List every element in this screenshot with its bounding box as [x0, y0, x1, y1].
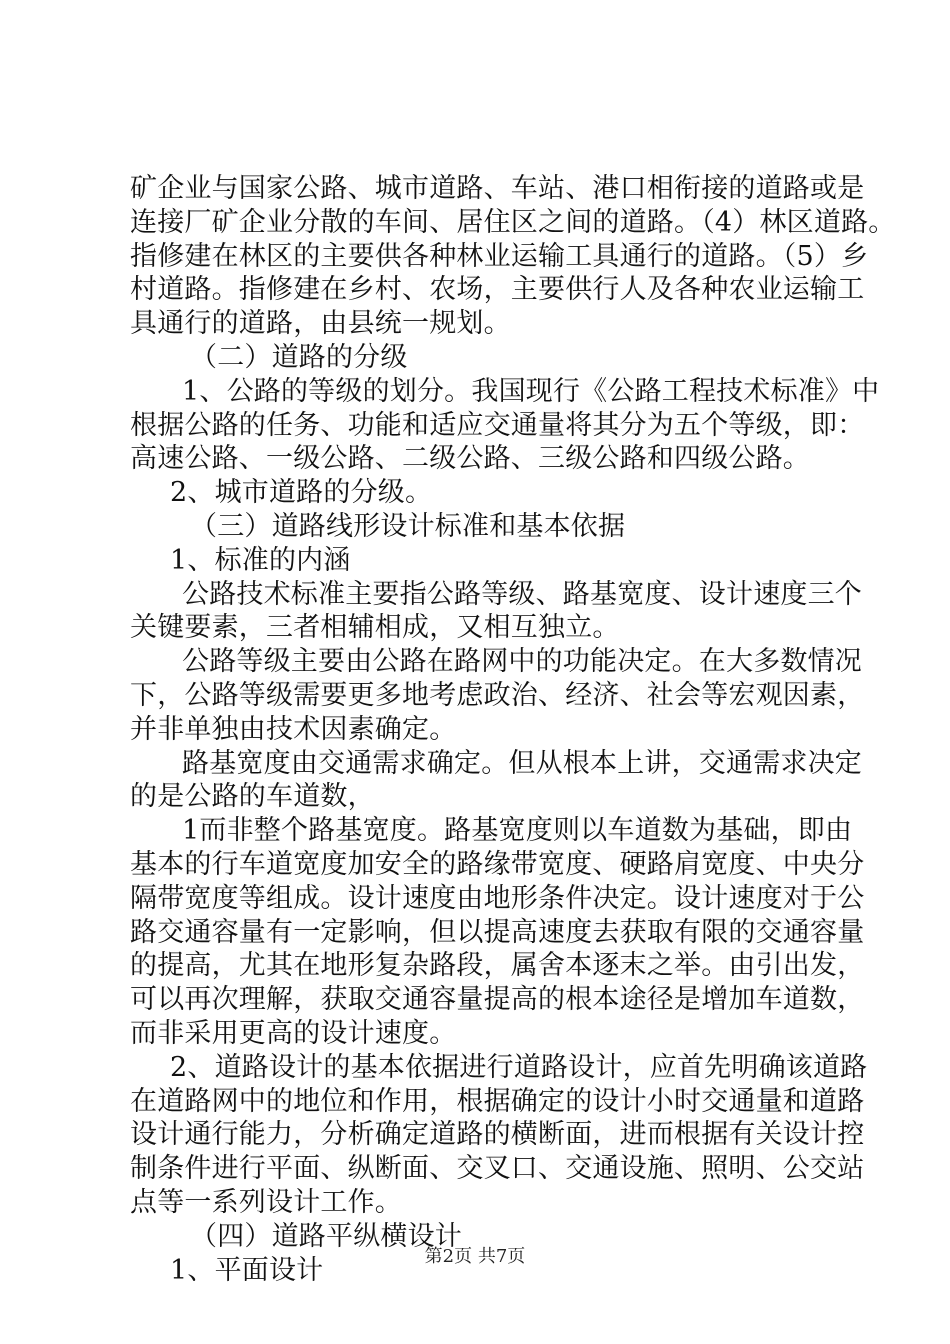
- text-line: 下，公路等级需要更多地考虑政治、经济、社会等宏观因素，: [130, 679, 865, 711]
- text-line: 连接厂矿企业分散的车间、居住区之间的道路。（4）林区道路。: [130, 206, 896, 238]
- text-line: 根据公路的任务、功能和适应交通量将其分为五个等级，即：: [130, 409, 865, 441]
- section-heading: （二）道路的分级: [190, 341, 408, 373]
- text-line: 路交通容量有一定影响，但以提高速度去获取有限的交通容量: [130, 916, 865, 948]
- text-line: 基本的行车道宽度加安全的路缘带宽度、硬路肩宽度、中央分: [130, 848, 865, 880]
- text-line: 的是公路的车道数，: [130, 781, 375, 813]
- section-heading: （三）道路线形设计标准和基本依据: [190, 510, 626, 542]
- text-line: 可以再次理解，获取交通容量提高的根本途径是增加车道数，: [130, 984, 865, 1016]
- text-line: 公路等级主要由公路在路网中的功能决定。在大多数情况: [182, 646, 862, 678]
- text-line: 而非采用更高的设计速度。: [130, 1017, 457, 1049]
- text-line: 具通行的道路，由县统一规划。: [130, 308, 511, 340]
- text-line: 村道路。指修建在乡村、农场，主要供行人及各种农业运输工: [130, 274, 865, 306]
- text-line: 制条件进行平面、纵断面、交叉口、交通设施、照明、公交站: [130, 1153, 865, 1185]
- section-heading: （四）道路平纵横设计: [190, 1220, 462, 1252]
- text-line: 指修建在林区的主要供各种林业运输工具通行的道路。（5）乡: [130, 240, 869, 272]
- text-line: 关键要素，三者相辅相成，又相互独立。: [130, 612, 620, 644]
- text-line: 隔带宽度等组成。设计速度由地形条件决定。设计速度对于公: [130, 882, 865, 914]
- text-line: 2、城市道路的分级。: [170, 477, 433, 509]
- text-line: 1、公路的等级的划分。我国现行《公路工程技术标准》中: [182, 375, 880, 407]
- subsection-heading: 1、标准的内涵: [170, 544, 351, 576]
- text-line: 高速公路、一级公路、二级公路、三级公路和四级公路。: [130, 443, 810, 475]
- text-line: 1而非整个路基宽度。路基宽度则以车道数为基础，即由: [182, 815, 853, 847]
- text-line: 并非单独由技术因素确定。: [130, 713, 457, 745]
- subsection-heading: 1、平面设计: [170, 1254, 324, 1286]
- text-line: 2、道路设计的基本依据进行道路设计，应首先明确该道路: [170, 1051, 868, 1083]
- text-line: 矿企业与国家公路、城市道路、车站、港口相衔接的道路或是: [130, 173, 865, 204]
- text-line: 公路技术标准主要指公路等级、路基宽度、设计速度三个: [182, 578, 862, 610]
- document-body: [130, 172, 896, 1287]
- text-line: 在道路网中的地位和作用，根据确定的设计小时交通量和道路: [130, 1085, 865, 1117]
- page-footer: 第2页 共7页: [424, 1246, 526, 1267]
- text-line: 的提高，尤其在地形复杂路段，属舍本逐末之举。由引出发，: [130, 950, 865, 982]
- text-line: 设计通行能力，分析确定道路的横断面，进而根据有关设计控: [130, 1119, 865, 1151]
- text-line: 点等一系列设计工作。: [130, 1186, 402, 1218]
- text-line: 路基宽度由交通需求确定。但从根本上讲，交通需求决定: [182, 747, 862, 779]
